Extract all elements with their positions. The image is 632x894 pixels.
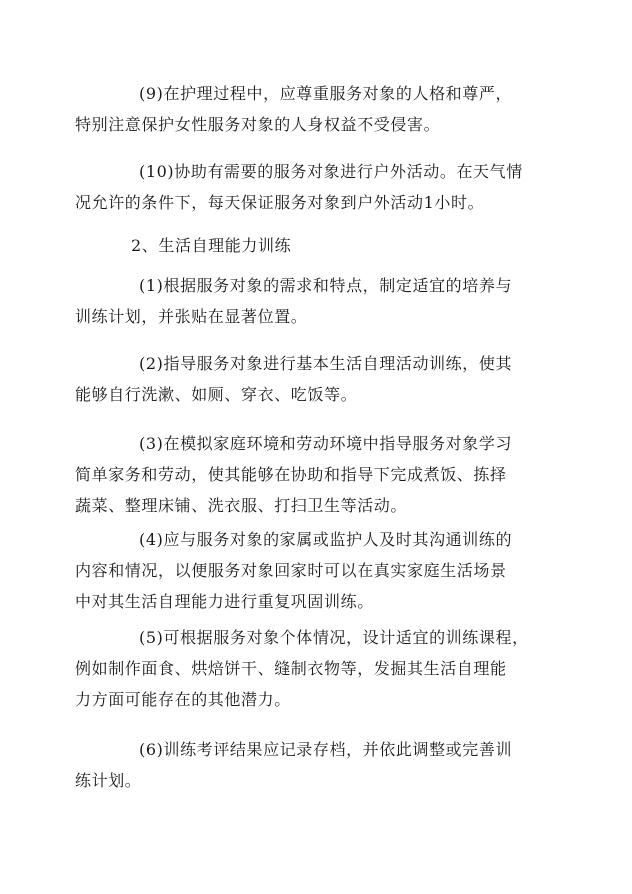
paragraph-line: (4)应与服务对象的家属或监护人及时其沟通训练的 [139, 530, 513, 549]
section-item-3 [75, 428, 529, 521]
paragraph-line: (1)根据服务对象的需求和特点，制定适宜的培养与 [139, 276, 513, 295]
paragraph-line: (2)指导服务对象进行基本生活自理活动训练，使其 [139, 354, 513, 373]
paragraph-line: 例如制作面食、烘焙饼干、缝制衣物等，发掘其生活自理能 [75, 659, 507, 678]
paragraph-line: 训练计划，并张贴在显著位置。 [75, 307, 308, 326]
section-item-5 [75, 622, 529, 715]
paragraph-line: (10)协助有需要的服务对象进行户外活动。在天气情 [139, 162, 523, 181]
paragraph-line: 内容和情况，以便服务对象回家时可以在真实家庭生活场景 [75, 561, 507, 580]
paragraph-line: 特别注意保护女性服务对象的人身权益不受侵害。 [75, 115, 441, 134]
section-item-4 [75, 524, 529, 617]
paragraph-line: 练计划。 [75, 771, 142, 790]
paragraph-line: (9)在护理过程中，应尊重服务对象的人格和尊严， [139, 84, 513, 103]
paragraph-line: 中对其生活自理能力进行重复巩固训练。 [75, 592, 374, 611]
paragraph-item-9 [75, 78, 529, 140]
section-item-1 [75, 270, 529, 332]
paragraph-line: (3)在模拟家庭环境和劳动环境中指导服务对象学习 [139, 434, 513, 453]
paragraph-line: (5)可根据服务对象个体情况，设计适宜的训练课程， [139, 628, 529, 647]
paragraph-line: (6)训练考评结果应记录存档，并依此调整或完善训 [139, 740, 513, 759]
paragraph-item-10 [75, 156, 529, 218]
section-item-6 [75, 734, 529, 796]
paragraph-line: 能够自行洗漱、如厕、穿衣、吃饭等。 [75, 385, 358, 404]
paragraph-line: 力方面可能存在的其他潜力。 [75, 690, 291, 709]
paragraph-line: 简单家务和劳动，使其能够在协助和指导下完成煮饭、拣择 [75, 465, 507, 484]
section-heading: 2、生活自理能力训练 [131, 236, 292, 255]
paragraph-line: 蔬菜、整理床铺、洗衣服、打扫卫生等活动。 [75, 496, 408, 515]
paragraph-line: 况允许的条件下，每天保证服务对象到户外活动1小时。 [75, 193, 485, 212]
section-item-2 [75, 348, 529, 410]
